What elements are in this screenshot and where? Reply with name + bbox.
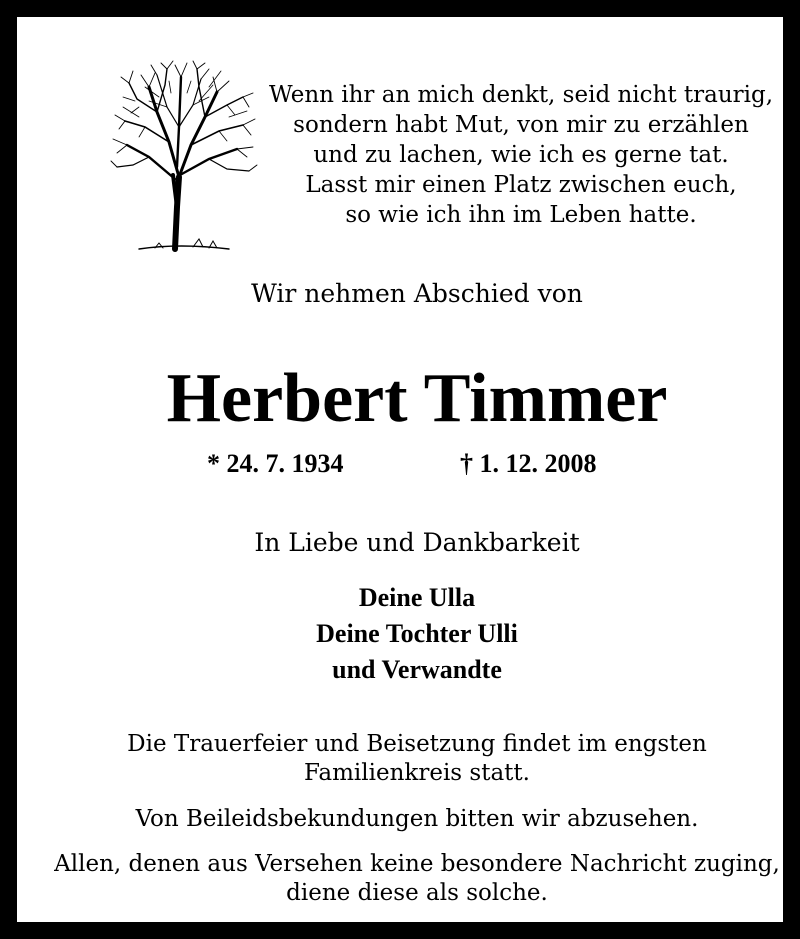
mourner: Deine Ulla (358, 583, 476, 612)
deceased-name: Herbert Timmer (166, 360, 668, 437)
mourner: und Verwandte (332, 655, 502, 684)
mourner: Deine Tochter Ulli (316, 619, 518, 648)
poem-line: und zu lachen, wie ich es gerne tat. (313, 142, 729, 168)
notice-line: Die Trauerfeier und Beisetzung findet im engsten (127, 731, 707, 757)
poem-line: so wie ich ihn im Leben hatte. (345, 202, 697, 228)
farewell-intro: Wir nehmen Abschied von (251, 279, 583, 308)
bare-tree-icon (109, 57, 259, 257)
birth-date: * 24. 7. 1934 (207, 449, 344, 478)
thanks-notice (37, 850, 797, 908)
poem-line: Lasst mir einen Platz zwischen euch, (305, 172, 737, 198)
condolences-notice: Von Beileidsbekundungen bitten wir abzusehen. (135, 806, 699, 832)
life-dates (17, 449, 800, 489)
dedication: In Liebe und Dankbarkeit (254, 528, 580, 557)
mourners-list (17, 580, 800, 688)
ceremony-notice (37, 730, 797, 788)
notice-line: Allen, denen aus Versehen keine besondere Nachricht zuging, (54, 851, 780, 877)
notice-line: Familienkreis statt. (304, 760, 530, 786)
death-date: † 1. 12. 2008 (460, 449, 597, 478)
notice-line: diene diese als solche. (286, 880, 548, 906)
poem-line: sondern habt Mut, von mir zu erzählen (293, 112, 749, 138)
poem-line: Wenn ihr an mich denkt, seid nicht traurig, (268, 82, 774, 108)
poem (257, 80, 785, 230)
